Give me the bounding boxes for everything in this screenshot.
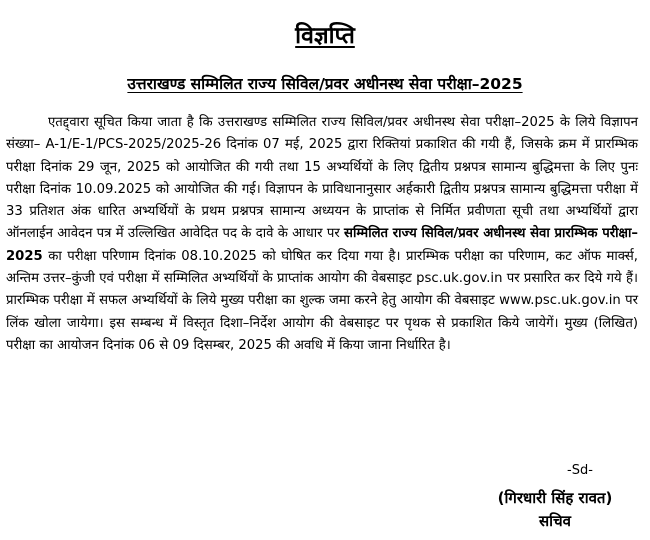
notice-body-exam-name: सम्मिलित राज्य सिविल/प्रवर अधीनस्थ सेवा प्रारम्भिक परीक्षा–2025 bbox=[6, 226, 638, 264]
signed-mark: -Sd- bbox=[567, 463, 593, 478]
signature-block bbox=[470, 462, 640, 532]
notice-body-part-1: एतद्द्वारा सूचित किया जाता है कि उत्तराखण्ड सम्मिलित राज्य सिविल/प्रवर अधीनस्थ सेवा परीक्षा–2025 के लिये विज्ञापन संख्या– A-1/E-1/PCS-2025/2025-26 दिनांक 07 मई, 2025 द्वारा रिक्तियां प्रकाशित की गयी हैं, जिसके क्रम में प्रारम्भिक परीक्षा दिनांक 29 जून, 2025 को आयोजित की गयी तथा 15 अभ्यर्थियों के लिए द्वितीय प्रश्नपत्र सामान्य बुद्धिमत्ता के लिए पुनः परीक्षा दिनांक 10.09.2025 को आयोजित की गई। विज्ञापन के प्राविधानानुसार अर्हकारी द्वितीय प्रश्नपत्र सामान्य बुद्धिमत्ता परीक्षा में 33 प्रतिशत अंक धारित अभ्यर्थियों के प्रथम प्रश्नपत्र सामान्य अध्ययन के प्राप्तांक से निर्मित प्रवीणता सूची तथा अभ्यर्थियों द्वारा ऑनलाईन आवेदन पत्र में उल्लिखित आवेदित पद के दावे के आधार पर bbox=[6, 115, 638, 242]
notice-title-text: विज्ञप्ति bbox=[295, 23, 355, 49]
signatory-name: (गिरधारी सिंह रावत) bbox=[497, 489, 613, 507]
notice-subtitle bbox=[0, 73, 650, 95]
notice-subtitle-text: उत्तराखण्ड सम्मिलित राज्य सिविल/प्रवर अधीनस्थ सेवा परीक्षा–2025 bbox=[127, 75, 523, 93]
notice-title bbox=[0, 22, 650, 50]
notice-body bbox=[6, 112, 638, 357]
signatory-designation: सचिव bbox=[539, 512, 571, 530]
notice-body-part-2: का परीक्षा परिणाम दिनांक 08.10.2025 को घोषित कर दिया गया है। प्रारम्भिक परीक्षा का परिणाम, कट ऑफ मार्क्स, अन्तिम उत्तर–कुंजी एवं परीक्षा में सम्मिलित अभ्यर्थियों के प्राप्तांक आयोग की वेबसाइट psc.uk.gov.in पर प्रसारित कर दिये गये हैं। प्रारम्भिक परीक्षा में सफल अभ्यर्थियों के लिये मुख्य परीक्षा का शुल्क जमा करने हेतु आयोग की वेबसाइट www.psc.uk.gov.in पर लिंक खोला जायेगा। इस सम्बन्ध में विस्तृत दिशा–निर्देश आयोग की वेबसाइट पर पृथक से प्रकाशित किये जायेगें। मुख्य (लिखित) परीक्षा का आयोजन दिनांक 06 से 09 दिसम्बर, 2025 की अवधि में किया जाना निर्धारित है। bbox=[6, 248, 638, 353]
